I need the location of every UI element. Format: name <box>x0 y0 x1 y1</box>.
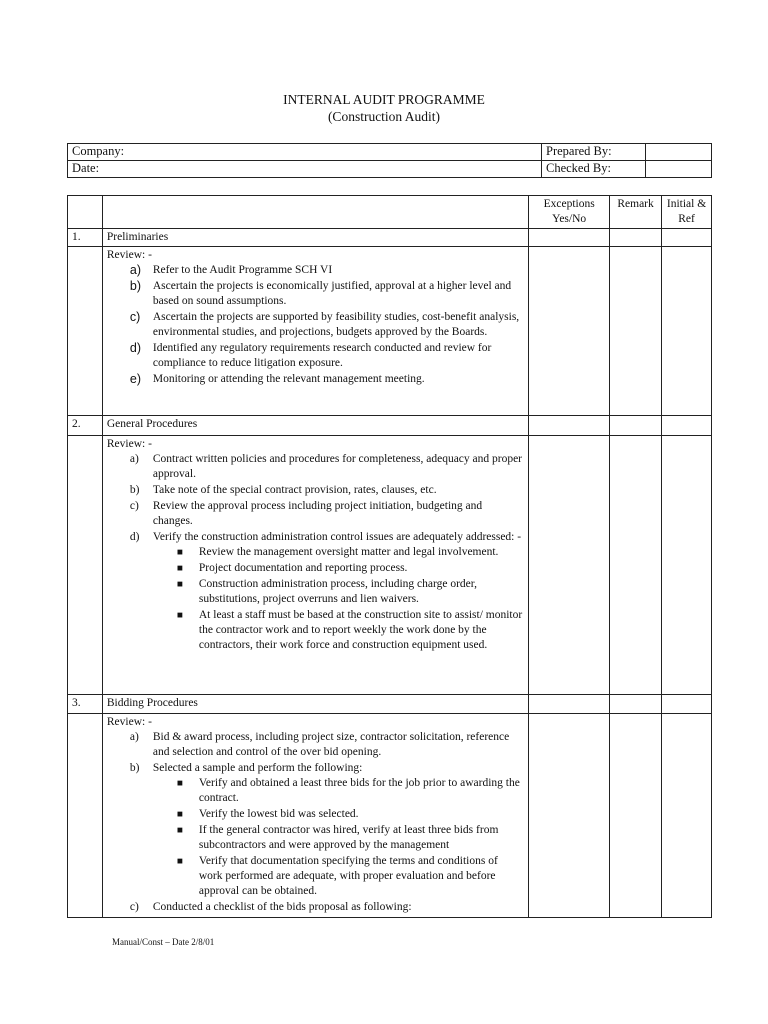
item-text: Identified any regulatory requirements research conducted and review for compliance to reduce litigation exposure. <box>152 342 492 369</box>
section-title: General Procedures <box>102 416 528 436</box>
exceptions-cell[interactable] <box>529 695 610 714</box>
review-item <box>107 530 524 653</box>
sub-item: ■ Review the management oversight matter and legal involvement. <box>176 546 499 558</box>
header-table <box>67 143 712 178</box>
document-subtitle: (Construction Audit) <box>327 109 441 124</box>
remark-cell[interactable] <box>610 416 662 436</box>
review-item <box>107 761 524 899</box>
prepared-by-value <box>646 144 712 161</box>
sub-item: ■ Construction administration process, including charge order, substitutions, project overruns and lien waivers. <box>176 578 478 605</box>
section-title: Bidding Procedures <box>102 695 528 714</box>
checked-by-value <box>646 161 712 178</box>
bullet-icon: ■ <box>176 809 183 820</box>
initial-cell[interactable] <box>662 416 712 436</box>
review-label: Review: - <box>106 438 152 450</box>
item-text: Review the approval process including project initiation, budgeting and changes. <box>152 500 483 527</box>
section-title: Preliminaries <box>102 229 528 247</box>
review-item <box>107 279 524 309</box>
item-marker: b) <box>129 484 140 496</box>
item-marker: a) <box>129 453 139 465</box>
prepared-by-label: Prepared By: <box>542 144 646 161</box>
section-title-row <box>68 229 712 247</box>
sub-item: ■ Project documentation and reporting process. <box>176 562 408 574</box>
review-item <box>107 341 524 371</box>
initial-cell[interactable] <box>662 436 712 695</box>
remark-cell[interactable] <box>610 436 662 695</box>
exceptions-cell[interactable] <box>529 436 610 695</box>
exceptions-cell[interactable] <box>529 416 610 436</box>
col-remark: Remark <box>610 196 662 229</box>
review-item <box>107 263 524 278</box>
bullet-icon: ■ <box>176 563 183 574</box>
item-text: Monitoring or attending the relevant management meeting. <box>152 373 425 385</box>
item-text: Selected a sample and perform the following: <box>152 762 363 774</box>
audit-table <box>67 195 712 918</box>
section-title-row <box>68 416 712 436</box>
date-field: Date: <box>68 161 542 178</box>
item-text: Refer to the Audit Programme SCH VI <box>152 264 333 276</box>
review-label: Review: - <box>106 249 152 261</box>
review-item <box>107 499 524 529</box>
review-item <box>107 310 524 340</box>
review-item <box>107 372 524 387</box>
bullet-icon: ■ <box>176 778 183 789</box>
item-marker: c) <box>129 310 141 324</box>
bullet-icon: ■ <box>176 610 183 621</box>
item-marker: e) <box>129 372 141 386</box>
column-header-row <box>68 196 712 229</box>
exceptions-cell[interactable] <box>529 714 610 918</box>
bullet-icon: ■ <box>176 825 183 836</box>
review-item <box>107 730 524 760</box>
item-text: Bid & award process, including project size, contractor solicitation, reference and selection and control of the over bid opening. <box>152 731 510 758</box>
sub-item: ■ If the general contractor was hired, verify at least three bids from subcontractors and were approved by the management <box>176 824 499 851</box>
sub-item: ■ Verify the lowest bid was selected. <box>176 808 359 820</box>
initial-cell[interactable] <box>662 247 712 416</box>
exceptions-cell[interactable] <box>529 229 610 247</box>
item-text: Take note of the special contract provision, rates, clauses, etc. <box>152 484 437 496</box>
initial-cell[interactable] <box>662 229 712 247</box>
section-review-row <box>68 436 712 695</box>
section-review-row <box>68 714 712 918</box>
remark-cell[interactable] <box>610 247 662 416</box>
bullet-icon: ■ <box>176 547 183 558</box>
item-marker: b) <box>129 762 140 774</box>
item-marker: d) <box>129 341 141 355</box>
remark-cell[interactable] <box>610 695 662 714</box>
review-item <box>107 483 524 498</box>
item-marker: a) <box>129 731 139 743</box>
company-field: Company: <box>68 144 542 161</box>
sub-item: ■ Verify that documentation specifying the terms and conditions of work performed are adequate, with proper evaluation and before approval can be obtained. <box>176 855 498 897</box>
item-text: Conducted a checklist of the bids proposal as following: <box>152 901 412 913</box>
review-label: Review: - <box>106 716 152 728</box>
initial-cell[interactable] <box>662 695 712 714</box>
item-marker: c) <box>129 500 139 512</box>
section-title-row <box>68 695 712 714</box>
remark-cell[interactable] <box>610 229 662 247</box>
review-item <box>107 900 524 915</box>
section-number: 3. <box>68 695 103 714</box>
item-text: Verify the construction administration control issues are adequately addressed: - <box>152 531 522 543</box>
footer-note: Manual/Const – Date 2/8/01 <box>112 937 215 947</box>
section-number: 2. <box>68 416 103 436</box>
section-review-row <box>68 247 712 416</box>
remark-cell[interactable] <box>610 714 662 918</box>
review-item <box>107 452 524 482</box>
sub-item: ■ Verify and obtained a least three bids for the job prior to awarding the contract. <box>176 777 520 804</box>
item-marker: b) <box>129 279 141 293</box>
section-number: 1. <box>68 229 103 247</box>
col-exceptions: Exceptions Yes/No <box>529 196 610 229</box>
item-text: Ascertain the projects are supported by feasibility studies, cost-benefit analysis, environmental studies, and projections, budgets approved by the Boards. <box>152 311 520 338</box>
item-marker: d) <box>129 531 140 543</box>
document-title: INTERNAL AUDIT PROGRAMME <box>283 92 485 107</box>
item-text: Ascertain the projects is economically justified, approval at a higher level and based on sound assumptions. <box>152 280 512 307</box>
col-initial-ref: Initial & Ref <box>662 196 712 229</box>
item-marker: a) <box>129 263 141 277</box>
initial-cell[interactable] <box>662 714 712 918</box>
bullet-icon: ■ <box>176 579 183 590</box>
bullet-icon: ■ <box>176 856 183 867</box>
item-text: Contract written policies and procedures for completeness, adequacy and proper approval. <box>152 453 523 480</box>
sub-item: ■ At least a staff must be based at the construction site to assist/ monitor the contractor work and to report weekly the work done by the contractors, their work force and construction equipment used. <box>176 609 523 651</box>
exceptions-cell[interactable] <box>529 247 610 416</box>
checked-by-label: Checked By: <box>542 161 646 178</box>
item-marker: c) <box>129 901 139 913</box>
